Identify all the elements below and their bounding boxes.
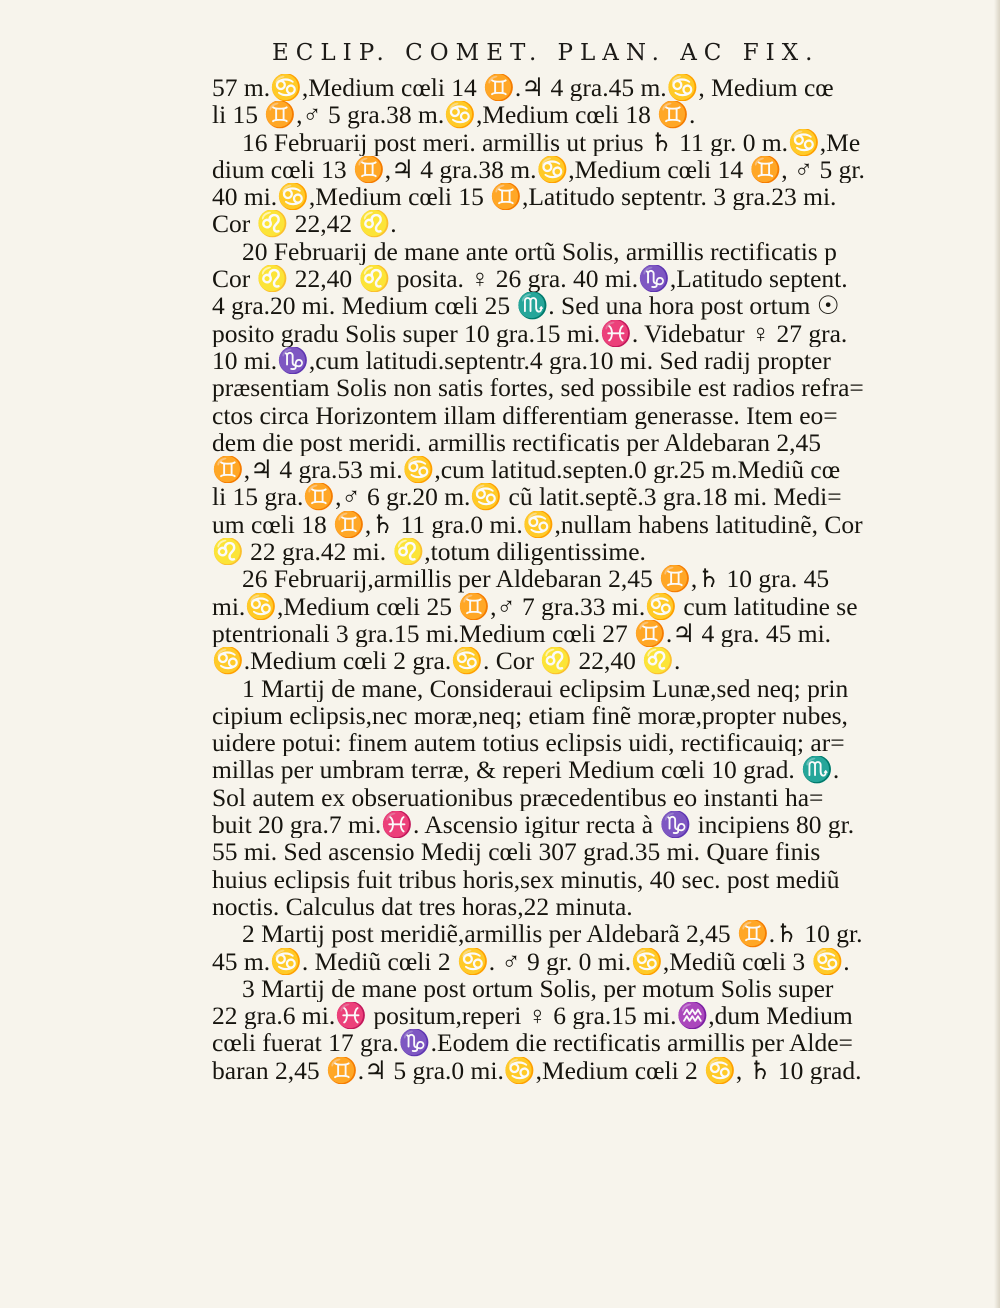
page-edge [994, 0, 1000, 1308]
text-line: posito gradu Solis super 10 gra.15 mi.♓. Videbatur ♀ 27 gra. [212, 319, 848, 347]
text-line: præsentiam Solis non satis fortes, sed possibile est radios refra= [212, 374, 864, 402]
running-head: ECLIP. COMET. PLAN. AC FIX. [272, 40, 820, 66]
text-line: 1 Martij de mane, Consideraui eclipsim Lunæ,sed neq; prin [242, 674, 849, 702]
text-line: cipium eclipsis,nec moræ,neq; etiam finẽ moræ,propter nubes, [212, 701, 848, 730]
text-line: 40 mi.♋,Medium cœli 15 ♊,Latitudo septentr. 3 gra.23 mi. [212, 183, 837, 211]
text-line: cœli fuerat 17 gra.♑.Eodem die rectificatis armillis per Alde= [212, 1029, 853, 1057]
text-line: huius eclipsis fuit tribus horis,sex minutis, 40 sec. post mediũ [212, 865, 840, 893]
text-line: buit 20 gra.7 mi.♓. Ascensio igitur recta à ♑ incipiens 80 gr. [212, 811, 855, 839]
text-line: 10 mi.♑,cum latitudi.septentr.4 gra.10 mi. Sed radij propter [212, 346, 831, 375]
text-line: 45 m.♋. Mediũ cœli 2 ♋. ♂ 9 gr. 0 mi.♋,Mediũ cœli 3 ♋. [212, 947, 850, 975]
text-line: dem die post meridi. armillis rectificatis per Aldebaran 2,45 [212, 428, 821, 457]
text-line: dium cœli 13 ♊,♃ 4 gra.38 m.♋,Medium cœli 14 ♊, ♂ 5 gr. [212, 155, 865, 184]
text-line: 2 Martij post meridiẽ,armillis per Aldebarã 2,45 ♊.♄ 10 gr. [242, 920, 863, 948]
text-line: 55 mi. Sed ascensio Medij cœli 307 grad.35 mi. Quare finis [212, 838, 821, 866]
text-line: 4 gra.20 mi. Medium cœli 25 ♏. Sed una hora post ortum ☉ [212, 292, 840, 320]
text-line: 22 gra.6 mi.♓ positum,reperi ♀ 6 gra.15 mi.♒,dum Medium [212, 1002, 853, 1030]
text-line: li 15 ♊,♂ 5 gra.38 m.♋,Medium cœli 18 ♊. [212, 101, 696, 129]
text-line: baran 2,45 ♊.♃ 5 gra.0 mi.♋,Medium cœli 2 ♋, ♄ 10 grad. [212, 1056, 862, 1084]
text-line: noctis. Calculus dat tres horas,22 minuta. [212, 892, 633, 921]
text-line: ♌ 22 gra.42 mi. ♌,totum diligentissime. [212, 538, 646, 566]
text-line: millas per umbram terræ, & reperi Medium cœli 10 grad. ♏. [212, 756, 840, 784]
text-line: uidere potui: finem autem totius eclipsis uidi, rectificauiq; ar= [212, 729, 845, 757]
text-line: ♋.Medium cœli 2 gra.♋. Cor ♌ 22,40 ♌. [212, 647, 681, 675]
text-line: ♊,♃ 4 gra.53 mi.♋,cum latitud.septen.0 gr.25 m.Mediũ cœ [212, 456, 841, 484]
text-line: 3 Martij de mane post ortum Solis, per motum Solis super [242, 974, 834, 1003]
body-text [212, 74, 942, 1084]
text-line: Cor ♌ 22,40 ♌ posita. ♀ 26 gra. 40 mi.♑,Latitudo septent. [212, 265, 848, 293]
text-line: um cœli 18 ♊,♄ 11 gra.0 mi.♋,nullam habens latitudinẽ, Cor [212, 510, 863, 539]
text-line: 57 m.♋,Medium cœli 14 ♊.♃ 4 gra.45 m.♋, Medium cœ [212, 74, 834, 102]
text-line: mi.♋,Medium cœli 25 ♊,♂ 7 gra.33 mi.♋ cum latitudine se [212, 592, 858, 620]
text-line: Sol autem ex obseruationibus præcedentibus eo instanti ha= [212, 783, 824, 812]
text-line: ctos circa Horizontem illam differentiam generasse. Item eo= [212, 401, 838, 429]
text-line: 26 Februarij,armillis per Aldebaran 2,45 ♊,♄ 10 gra. 45 [242, 565, 830, 593]
text-line: 20 Februarij de mane ante ortũ Solis, armillis rectificatis p [242, 237, 837, 266]
text-line: li 15 gra.♊,♂ 6 gr.20 m.♋ cũ latit.septẽ.3 gra.18 mi. Medi= [212, 483, 842, 511]
text-line: Cor ♌ 22,42 ♌. [212, 210, 397, 238]
text-line: 16 Februarij post meri. armillis ut prius ♄ 11 gr. 0 m.♋,Me [242, 128, 861, 156]
text-line: ptentrionali 3 gra.15 mi.Medium cœli 27 ♊.♃ 4 gra. 45 mi. [212, 619, 832, 648]
